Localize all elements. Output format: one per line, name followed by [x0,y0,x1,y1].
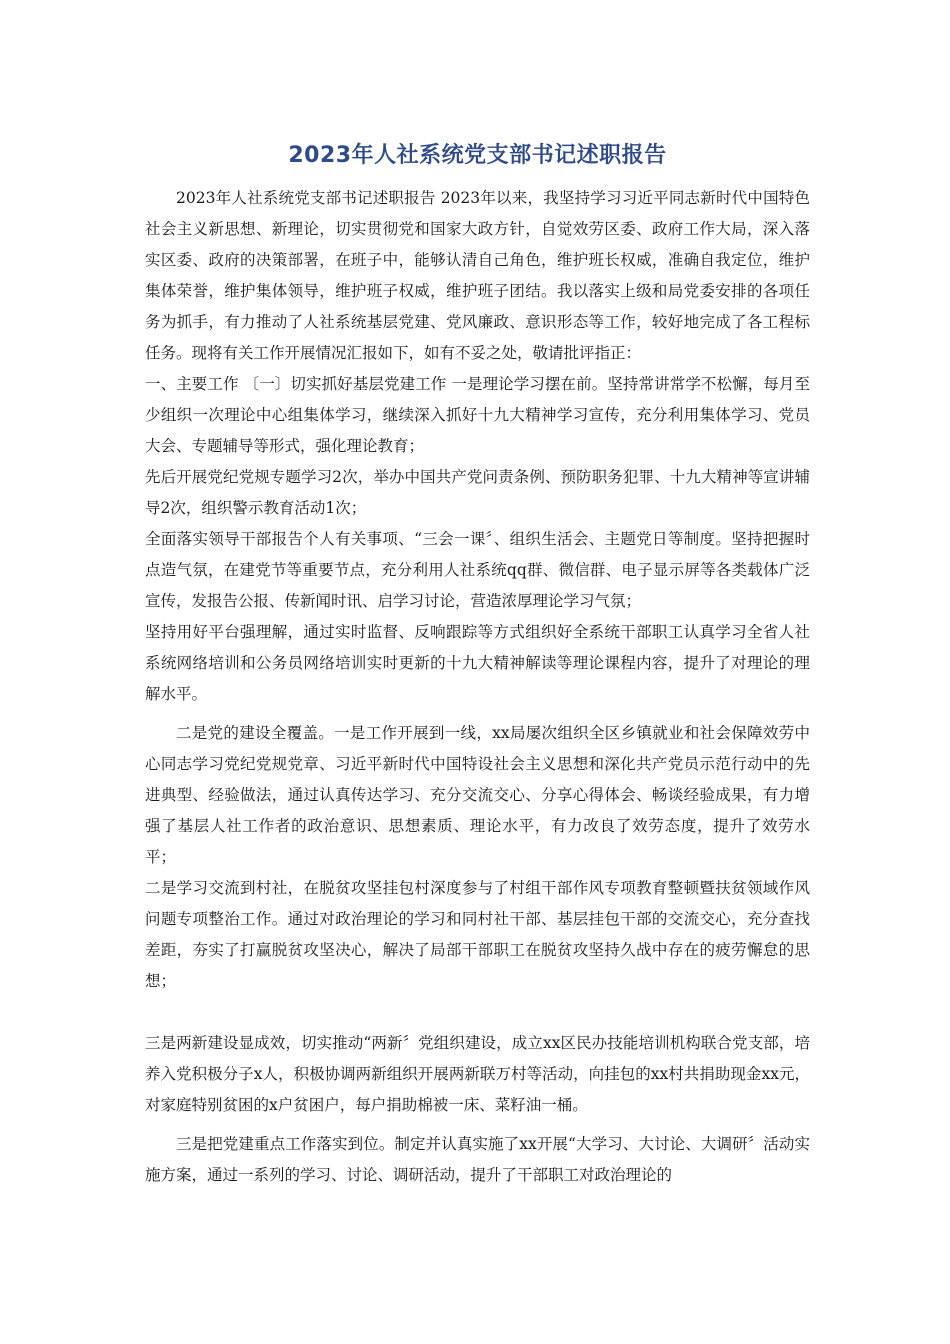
paragraph-spacer [145,997,810,1028]
document-title: 2023年人社系统党支部书记述职报告 [288,143,667,168]
document-page [145,120,810,1191]
paragraph-two-new-organizations: 三是两新建设显成效，切实推动“两新〞党组织建设，成立xx区民办技能培训机构联合党支部，培养入党积极分子x人，积极协调两新组织开展两新联万村等活动，向挂包的xx村共捐助现金xx元，对家庭特别贫困的x户贫困户，每户捐助棉被一床、菜籽油一桶。 [145,1034,810,1114]
paragraph-village-exchange: 二是学习交流到村社，在脱贫攻坚挂包村深度参与了村组干部作风专项教育整顿暨扶贫领域作风问题专项整治工作。通过对政治理论的学习和同村社干部、基层挂包干部的交流交心，充分查找差距，夯实了打赢脱贫攻坚决心，解决了局部干部职工在脱贫攻坚持久战中存在的疲劳懈怠的思想； [145,879,810,990]
paragraph-party-coverage: 二是党的建设全覆盖。一是工作开展到一线，xx局屡次组织全区乡镇就业和社会保障效劳中心同志学习党纪党规党章、习近平新时代中国特设社会主义思想和深化共产党员示范行动中的先进典型、经验做法，通过认真传达学习、充分交流交心、分享心得体会、畅谈经验成果，有力增强了基层人社工作者的政治意识、思想素质、理论水平，有力改良了效劳态度，提升了效劳水平； [145,724,810,866]
paragraph-party-discipline-study: 先后开展党纪党规专题学习2次，举办中国共产党问责条例、预防职务犯罪、十九大精神等宣讲辅导2次，组织警示教育活动1次； [145,468,810,517]
paragraph-key-work-implementation: 三是把党建重点工作落实到位。制定并认真实施了xx开展“大学习、大讨论、大调研〞活动实施方案，通过一系列的学习、讨论、调研活动，提升了干部职工对政治理论的 [145,1135,810,1184]
paragraph-spacer [145,1121,810,1129]
paragraph-system-implementation: 全面落实领导干部报告个人有关事项、“三会一课〞、组织生活会、主题党日等制度。坚持把握时点造气氛，在建党节等重要节点，充分利用人社系统qq群、微信群、电子显示屏等各类载体广泛宣传，发报告公报、传新闻时讯、启学习讨论，营造浓厚理论学习气氛； [145,530,810,610]
paragraph-platform-learning: 坚持用好平台强理解，通过实时监督、反响跟踪等方式组织好全系统干部职工认真学习全省人社系统网络培训和公务员网络培训实时更新的十九大精神解读等理论课程内容，提升了对理论的理解水平。 [145,623,810,703]
paragraph-main-work: 一、主要工作 〔一〕切实抓好基层党建工作 一是理论学习摆在前。坚持常讲常学不松懈，每月至少组织一次理论中心组集体学习，继续深入抓好十九大精神学习宣传，充分利用集体学习、党员大会、专题辅导等形式，强化理论教育； [145,375,810,455]
paragraph-spacer [145,710,810,718]
paragraph-intro: 2023年人社系统党支部书记述职报告 2023年以来，我坚持学习习近平同志新时代中国特色社会主义新思想、新理论，切实贯彻党和国家大政方针，自觉效劳区委、政府工作大局，深入落实区委、政府的决策部署，在班子中，能够认清自己角色，维护班长权威，准确自我定位，维护集体荣誉，维护集体领导，维护班子权威，维护班子团结。我以落实上级和局党委安排的各项任务为抓手，有力推动了人社系统基层党建、党风廉政、意识形态等工作，较好地完成了各工程标任务。现将有关工作开展情况汇报如下，如有不妥之处，敬请批评指正： [145,189,810,362]
